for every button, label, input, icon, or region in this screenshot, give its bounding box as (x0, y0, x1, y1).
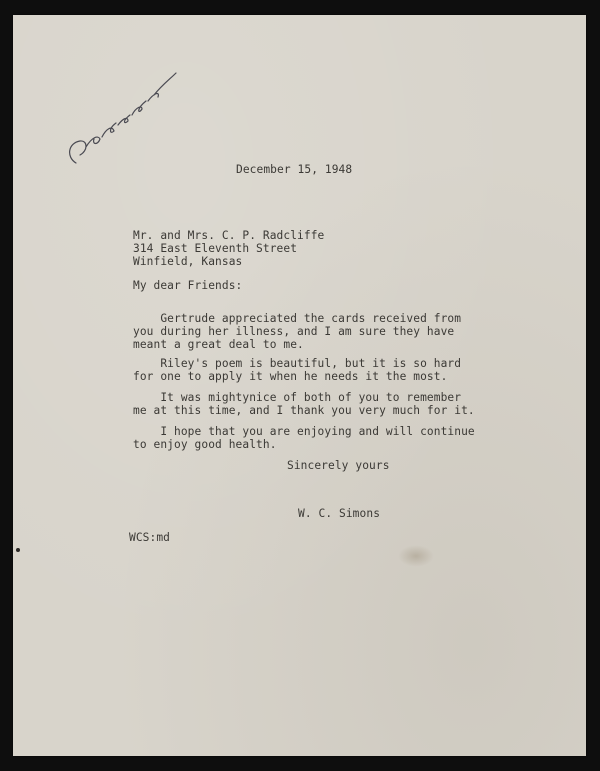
letter-date: December 15, 1948 (236, 163, 353, 176)
paragraph-3 (133, 391, 475, 417)
paragraph-line: Gertrude appreciated the cards received from (133, 312, 462, 325)
paragraph-line: for one to apply it when he needs it the most. (133, 370, 448, 383)
paragraph-line: It was mightynice of both of you to remember (133, 391, 462, 404)
address-line: Mr. and Mrs. C. P. Radcliffe (133, 229, 325, 242)
signer-name: W. C. Simons (298, 507, 381, 520)
paragraph-line: I hope that you are enjoying and will continue (133, 425, 475, 438)
paragraph-line: to enjoy good health. (133, 438, 277, 451)
stain-mark (398, 545, 434, 567)
typist-initials: WCS:md (129, 531, 171, 544)
paragraph-2 (133, 357, 461, 383)
address-line: 314 East Eleventh Street (133, 242, 298, 255)
paragraph-line: meant a great deal to me. (133, 338, 304, 351)
salutation: My dear Friends: (133, 279, 243, 292)
letter-page (13, 15, 586, 756)
margin-dot (16, 548, 20, 552)
paragraph-line: me at this time, and I thank you very much for it. (133, 404, 475, 417)
paragraph-1 (133, 312, 461, 351)
paragraph-4 (133, 425, 475, 451)
closing: Sincerely yours (287, 459, 390, 472)
address-line: Winfield, Kansas (133, 255, 243, 268)
paragraph-line: you during her illness, and I am sure they have (133, 325, 455, 338)
handwritten-note-personal (58, 45, 178, 175)
recipient-address (133, 229, 324, 268)
paragraph-line: Riley's poem is beautiful, but it is so hard (133, 357, 462, 370)
